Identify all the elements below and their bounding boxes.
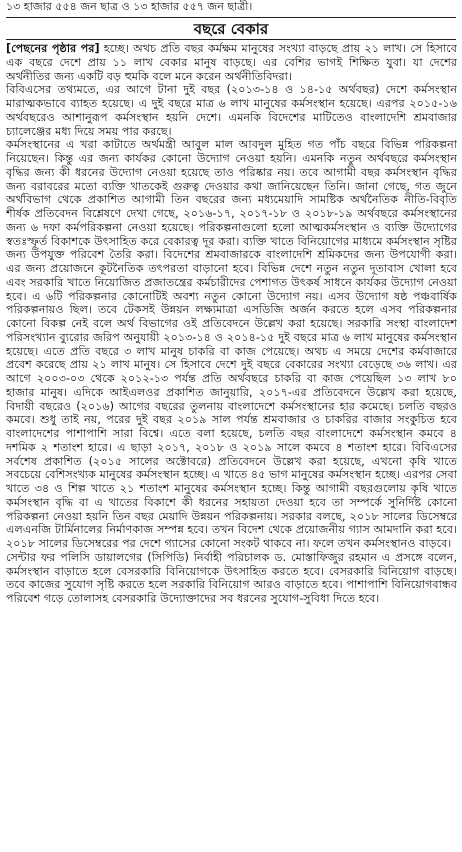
article-body-text: হচ্ছে। অথচ প্রতি বছর কর্মক্ষম মানুষের সংখ্যা বাড়ছে প্রায় ২১ লাখ। সে হিসাবে এক বছরে দেশে প্রায় ১১ লাখ বেকার মানুষ বাড়ছে। এর বেশির ভাগই শিক্ষিত যুবা। যা দেশের অর্থনীতির জন্য একটি বড় হুমকি বলে মনে করেন অর্থনীতিবিদরা। বিবিএসের তথ্যমতে, এর আগে টানা দুই বছর (২০১৩-১৪ ও ১৪-১৫ অর্থবছর) দেশে কর্মসংস্থান মারাত্মকভাবে ব্যাহত হয়েছে। এ দুই বছরে মাত্র ৬ লাখ মানুষের কর্মসংস্থান হয়েছে। এরপর ২০১৫-১৬ অর্থবছরেও আশানুরূপ কর্মসংস্থান হয়নি দেশে। এমনকি বিদেশের মাটিতেও বাংলাদেশি শ্রমবাজার চ্যালেঞ্জের মধ্য দিয়ে সময় পার করছে। কর্মসংস্থানের এ খরা কাটাতে অর্থমন্ত্রী আবুল মাল আবদুল মুহিত গত পাঁচ বছরে বিভিন্ন পরিকল্পনা নিয়েছেন। কিন্তু এর জন্য কার্যকর কোনো উদ্যোগ নেওয়া হয়নি। এমনকি নতুন অর্থবছরে কর্মসংস্থান বৃদ্ধির জন্য কী ধরনের উদ্যোগ নেওয়া হয়েছে তাও পরিষ্কার নয়। তবে আগামী বছর কর্মসংস্থান বৃদ্ধির জন্য বরাবরের মতো ব্যক্তি খাতকেই গুরুত্ব দেওয়ার কথা জানিয়েছেন তিনি। জানা গেছে, গত জুনে অর্থবিভাগ থেকে প্রকাশিত আগামী তিন বছরের জন্য মধ্যমেয়াদি সামষ্টিক অর্থনৈতিক নীতি-বিবৃতি শীর্ষক প্রতিবেদন বিশ্লেষণে দেখা গেছে, ২০১৬-১৭, ২০১৭-১৮ ও ২০১৮-১৯ অর্থবছরে কর্মসংস্থানের জন্য ৬ দফা কর্মপরিকল্পনা নেওয়া হয়েছে। পরিকল্পনাগুলো হলো আত্মকর্মসংস্থান ও ব্যক্তি উদ্যোগের স্বতঃস্ফূর্ত বিকাশকে উৎসাহিত করে বেকারত্ব দূর করা। ব্যক্তি খাতে বিনিয়োগের মাধ্যমে কর্মসংস্থান সৃষ্টির জন্য উপযুক্ত পরিবেশ তৈরি করা। বিদেশের শ্রমবাজারকে বাংলাদেশি শ্রমিকদের জন্য উপযোগী করা। এর জন্য প্রয়োজনে কূটনৈতিক তৎপরতা বাড়ানো হবে। বিভিন্ন দেশে নতুন নতুন দূতাবাস খোলা হবে এবং সরকারি খাতে নিয়োজিত প্রজাতন্ত্রের কর্মচারীদের পেশাগত উৎকর্ষ সাধনে কার্যকর উদ্যোগ নেওয়া হবে। এ ৬টি পরিকল্পনার কোনোটিই অবশ্য নতুন কোনো উদ্যোগ নয়। এসব উদ্যোগ ষষ্ঠ পঞ্চবার্ষিক পরিকল্পনায়ও ছিল। তবে টেকসই উন্নয়ন লক্ষ্যমাত্রা এসডিজি অর্জন করতে হলে এসব পরিকল্পনার কোনো বিকল্প নেই বলে অর্থ বিভাগের ওই প্রতিবেদনে উল্লেখ করা হয়েছে। সরকারি সংস্থা বাংলাদেশ পরিসংখ্যান ব্যুরোর জরিপ অনুযায়ী ২০১৩-১৪ ও ২০১৪-১৫ দুই বছরে মাত্র ৬ লাখ মানুষের কর্মসংস্থান হয়েছে। এতে প্রতি বছরে ৩ লাখ মানুষ চাকরি বা কাজ পেয়েছে। অথচ এ সময়ে দেশের কর্মবাজারে প্রবেশ করেছে প্রায় ২১ লাখ মানুষ। সে হিসাবে দেশে দুই বছরে বেকারের সংখ্যা বেড়েছে ৩৬ লাখ। এর আগে ২০০৩-০৩ থেকে ২০১২-১৩ পর্যন্ত প্রতি অর্থবছরে চাকরি বা কাজ পেয়েছিল ১৩ লাখ ৮০ হাজার মানুষ। এদিকে আইএলওর প্রকাশিত জানুয়ারি, ২০১৭-এর প্রতিবেদনে উল্লেখ করা হয়েছে, বিদায়ী বছরেও (২০১৬) আগের বছরের তুলনায় বাংলাদেশে কর্মসংস্থানের হার কমেছে। চলতি বছরও কমবে। শুধু তাই নয়, পরের দুই বছর ২০১৯ সাল পর্যন্ত শ্রমবাজার ও চাকরির বাজার সংকুচিত হবে বাংলাদেশের পাশাপাশি সারা বিশ্বে। এতে বলা হয়েছে, চলতি বছর বাংলাদেশে কর্মসংস্থান কমবে ৪ দশমিক ২ শতাংশ হারে। এ ছাড়া ২০১৭, ২০১৮ ও ২০১৯ সালে কমবে ৪ শতাংশ হারে। বিবিএসের সর্বশেষ প্রকাশিত (২০১৫ সালের অক্টোবরে) প্রতিবেদনে উল্লেখ করা হয়েছে, এখনো কৃষি খাতে সবচেয়ে বেশিসংখ্যক মানুষের কর্মসংস্থান হচ্ছে। এ খাতে ৪৫ ভাগ মানুষের কর্মসংস্থান হচ্ছে। এরপর সেবা খাতে ৩৪ ও শিল্প খাতে ২১ শতাংশ মানুষের কর্মসংস্থান হচ্ছে। কিন্তু আগামী বছরগুলোয় কৃষি খাতে কর্মসংস্থান বৃদ্ধি বা এ খাতের বিকাশে কী ধরনের সহায়তা দেওয়া হবে তা সম্পর্কে সুনির্দিষ্ট কোনো পরিকল্পনা নেওয়া হয়নি তিন বছর মেয়াদি উন্নয়ন পরিকল্পনায়। সরকার বলছে, ২০১৮ সালের ডিসেম্বরে এলএনজি টার্মিনালের নির্মাণকাজ সম্পন্ন হবে। তখন বিদেশ থেকে প্রয়োজনীয় গ্যাস আমদানি করা হবে। ২০১৮ সালের ডিসেম্বরের পর দেশে গ্যাসের কোনো সংকট থাকবে না। ফলে তখন কর্মসংস্থানও বাড়বে। সেন্টার ফর পলিসি ডায়ালগের (সিপিডি) নির্বাহী পরিচালক ড. মোস্তাফিজুর রহমান এ প্রসঙ্গে বলেন, কর্মসংস্থান বাড়াতে হলে বেসরকারি বিনিয়োগকে উৎসাহিত করতে হবে। বেসরকারি বিনিয়োগ বাড়ছে। তবে কাজের সুযোগ সৃষ্টি করতে হলে সরকারি বিনিয়োগ আরও বাড়াতে হবে। পাশাপাশি বিনিয়োগবান্ধব পরিবেশ গড়ে তোলাসহ বেসরকারি উদ্যোক্তাদের সব ধরনের সুযোগ-সুবিধা দিতে হবে। — [6, 42, 457, 605]
headline-divider — [6, 39, 456, 40]
previous-article-fragment: ১৩ হাজার ৫৫৪ জন ছাত্র ও ১৩ হাজার ৫৫৭ জন ছাত্রী। — [6, 0, 253, 13]
continuation-label: [পেছনের পৃষ্ঠার পর] — [6, 42, 100, 55]
article-body — [6, 42, 457, 852]
article-headline: বছরে বেকার — [193, 20, 269, 38]
top-divider — [6, 17, 456, 18]
